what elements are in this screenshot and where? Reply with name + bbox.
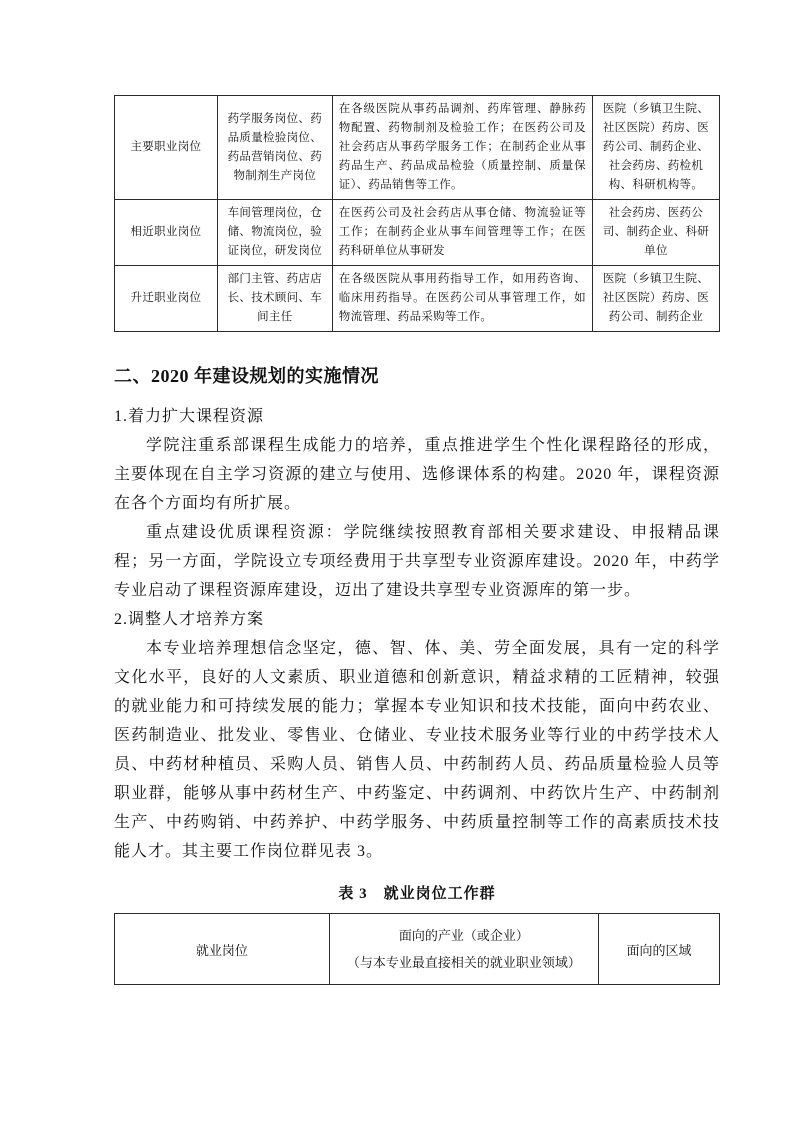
section-heading: 二、2020 年建设规划的实施情况 xyxy=(114,366,379,386)
cell-job-description: 在医药公司及社会药店从事仓储、物流验证等工作；在制药企业从事车间管理等工作；在医药科研单位从事研发 xyxy=(332,200,592,266)
cell-workplaces: 社会药房、医药公司、制药企业、科研单位 xyxy=(592,200,719,266)
cell-position-type: 主要职业岗位 xyxy=(115,96,218,200)
career-positions-table xyxy=(114,95,720,332)
table-row xyxy=(115,96,720,200)
paragraph: 本专业培养理想信念坚定，德、智、体、美、劳全面发展，具有一定的科学文化水平，良好的人文素质、职业道德和创新意识，精益求精的工匠精神，较强的就业能力和可持续发展的能力；掌握本专业知识和技术技能，面向中药农业、医药制造业、批发业、零售业、仓储业、专业技术服务业等行业的中药学技术人员、中药材种植员、采购人员、销售人员、中药制药人员、药品质量检验人员等职业群，能够从事中药材生产、中药鉴定、中药调剂、中药饮片生产、中药制剂生产、中药购销、中药养护、中药学服务、中药质量控制等工作的高素质技术技能人才。其主要工作岗位群见表 3。 xyxy=(114,640,720,860)
cell-position-type: 升迁职业岗位 xyxy=(115,266,218,332)
table-row xyxy=(115,200,720,266)
cell-job-description: 在各级医院从事用药指导工作，如用药咨询、临床用药指导。在医药公司从事管理工作，如物流管理、药品采购等工作。 xyxy=(332,266,592,332)
cell-workplaces: 医院（乡镇卫生院、社区医院）药房、医药公司、制药企业 xyxy=(592,266,719,332)
paragraph: 重点建设优质课程资源：学院继续按照教育部相关要求建设、申报精品课程；另一方面，学院设立专项经费用于共享型专业资源库建设。2020 年，中药学专业启动了课程资源库建设，迈出了建设共享型专业资源库的第一步。 xyxy=(114,524,720,599)
cell-region: 面向的区域 xyxy=(598,914,719,985)
table-row xyxy=(115,266,720,332)
cell-industry-line1: 面向的产业（或企业） xyxy=(398,928,529,943)
table-header-row xyxy=(115,914,720,985)
cell-employment-position: 就业岗位 xyxy=(115,914,330,985)
cell-position-list: 部门主管、药店店长、技术顾问、车间主任 xyxy=(217,266,332,332)
cell-position-type: 相近职业岗位 xyxy=(115,200,218,266)
subsection-2-title: 2.调整人才培养方案 xyxy=(114,611,265,628)
cell-industry-line2: （与本专业最直接相关的就业职业领域） xyxy=(346,955,581,970)
cell-workplaces: 医院（乡镇卫生院、社区医院）药房、医药公司、制药企业、社会药房、药检机构、科研机构等。 xyxy=(592,96,719,200)
paragraph: 学院注重系部课程生成能力的培养，重点推进学生个性化课程路径的形成，主要体现在自主学习资源的建立与使用、选修课体系的构建。2020 年，课程资源在各个方面均有所扩展。 xyxy=(114,437,720,512)
cell-position-list: 车间管理岗位，仓储、物流岗位，验证岗位，研发岗位 xyxy=(217,200,332,266)
subsection-1-title: 1.着力扩大课程资源 xyxy=(114,408,265,425)
cell-position-list: 药学服务岗位、药品质量检验岗位、药品营销岗位、药物制剂生产岗位 xyxy=(217,96,332,200)
table3-caption: 表 3 就业岗位工作群 xyxy=(338,886,496,902)
cell-industry xyxy=(329,914,598,985)
document-page xyxy=(114,95,720,985)
employment-table xyxy=(114,913,720,985)
cell-job-description: 在各级医院从事药品调剂、药库管理、静脉药物配置、药物制剂及检验工作；在医药公司及社会药店从事药学服务工作；在制药企业从事药品生产、药品成品检验（质量控制、质量保证）、药品销售等工作。 xyxy=(332,96,592,200)
